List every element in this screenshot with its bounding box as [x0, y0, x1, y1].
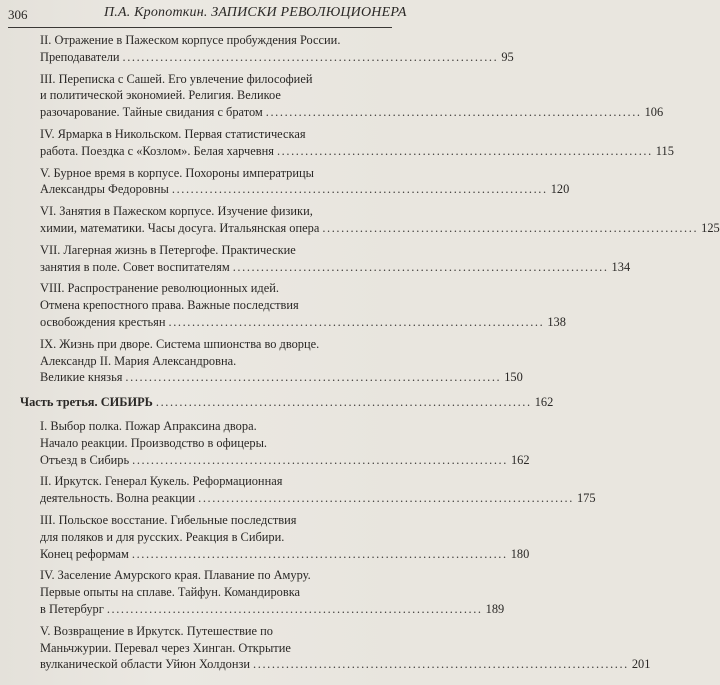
toc-entry-title-end: освобождения крестьян	[40, 314, 166, 329]
toc-entry-last-line	[40, 49, 514, 66]
dot-leader: ................................................................................	[125, 370, 502, 385]
toc-entry-title-end: в Петербург	[40, 601, 104, 616]
dot-leader: ................................................................................	[253, 657, 629, 672]
toc-entry-line: и политической экономией. Религия. Великое	[40, 88, 281, 103]
page-number: 306	[8, 7, 28, 22]
toc-entry-title-end: разочарование. Тайные свидания с братом	[40, 105, 263, 120]
toc-page-number: 201	[631, 657, 651, 672]
toc-entry	[0, 242, 631, 276]
toc-entry	[0, 165, 570, 199]
toc-entry-line: Александр II. Мария Александровна.	[40, 353, 237, 368]
header-divider	[8, 27, 392, 28]
toc-entry	[0, 418, 530, 468]
toc-entry	[0, 32, 514, 66]
dot-leader: ................................................................................	[122, 49, 499, 64]
toc-entry-line: V. Возвращение в Иркутск. Путешествие по	[40, 623, 273, 638]
toc-page-number: 125	[701, 220, 720, 235]
toc-entry-title-end: Александры Федоровны	[40, 182, 169, 197]
toc-entry	[0, 126, 674, 160]
toc-entry-line: VIII. Распространение революционных идей.	[40, 281, 279, 296]
toc-entry-last-line	[20, 394, 554, 411]
toc-entry-title-end: занятия в поле. Совет воспитателям	[40, 259, 230, 274]
dot-leader: ................................................................................	[131, 546, 508, 561]
toc-entry-last-line	[40, 369, 523, 386]
toc-entry-title-end: химии, математики. Часы досуга. Итальянская опера	[40, 220, 320, 235]
toc-entry-line: II. Отражение в Пажеском корпусе пробуждения России.	[40, 33, 341, 47]
table-of-contents	[0, 32, 720, 678]
toc-entry-line: VI. Занятия в Пажеском корпусе. Изучение физики,	[40, 204, 313, 219]
toc-entry-line: Маньчжурии. Перевал через Хинган. Открытие	[40, 640, 291, 655]
toc-entry-line: Отмена крепостного права. Важные последствия	[40, 298, 299, 313]
toc-entry-line: II. Иркутск. Генерал Кукель. Реформационная	[40, 474, 283, 489]
toc-entry-title-end: Отъезд в Сибирь	[40, 452, 130, 467]
toc-page-number: 189	[485, 601, 505, 616]
toc-page-number: 120	[550, 182, 570, 197]
toc-entry-last-line	[40, 259, 631, 276]
toc-entry-last-line	[40, 546, 530, 563]
toc-page-number: 162	[510, 452, 530, 467]
toc-entry	[0, 473, 596, 507]
toc-entry	[0, 336, 523, 386]
dot-leader: ................................................................................	[276, 143, 653, 158]
toc-page-number: 134	[611, 259, 631, 274]
toc-entry	[0, 623, 651, 673]
toc-entry-last-line	[40, 143, 674, 160]
toc-entry-last-line	[40, 104, 664, 121]
toc-entry-line: I. Выбор полка. Пожар Апраксина двора.	[40, 418, 257, 433]
toc-page-number: 95	[501, 49, 514, 64]
toc-entry	[0, 203, 720, 237]
dot-leader: ................................................................................	[198, 491, 574, 506]
toc-entry-line: III. Переписка с Сашей. Его увлечение философией	[40, 71, 313, 86]
toc-entry-line: IV. Ярмарка в Никольском. Первая статистическая	[40, 126, 306, 141]
page-header	[0, 0, 407, 26]
toc-entry-title-end: вулканической области Уйюн Холдонзи	[40, 657, 251, 672]
toc-entry	[0, 71, 664, 121]
toc-entry-last-line	[40, 601, 505, 618]
toc-entry-last-line	[40, 220, 720, 237]
toc-page-number: 106	[644, 105, 664, 120]
toc-entry-title-end: работа. Поездка с «Козлом». Белая харчевня	[40, 143, 274, 158]
toc-entry	[0, 567, 505, 617]
toc-entry-line: VII. Лагерная жизнь в Петергофе. Практические	[40, 242, 296, 257]
toc-entry-line: V. Бурное время в корпусе. Похороны императрицы	[40, 165, 314, 180]
toc-entry-last-line	[40, 656, 651, 673]
toc-entry-line: IX. Жизнь при дворе. Система шпионства во дворце.	[40, 336, 320, 351]
toc-entry-last-line	[40, 181, 570, 198]
dot-leader: ................................................................................	[265, 105, 642, 120]
toc-page-number: 175	[576, 491, 596, 506]
toc-entry-last-line	[40, 452, 530, 469]
toc-entry	[0, 512, 530, 562]
toc-entry-line: IV. Заселение Амурского края. Плавание по Амуру.	[40, 568, 311, 583]
toc-entry-last-line	[40, 490, 596, 507]
toc-page-number: 138	[547, 314, 566, 329]
toc-page-number: 162	[534, 395, 554, 410]
dot-leader: ................................................................................	[132, 452, 508, 467]
toc-entry-line: для поляков и для русских. Реакция в Сибири.	[40, 529, 285, 544]
toc-page-number: 115	[655, 143, 674, 158]
toc-page-number: 180	[510, 546, 530, 561]
dot-leader: ................................................................................	[106, 601, 483, 616]
toc-entry-title-end: деятельность. Волна реакции	[40, 491, 196, 506]
dot-leader: ................................................................................	[168, 314, 545, 329]
toc-entry-title-end: Часть третья. СИБИРЬ	[20, 395, 153, 410]
toc-entry-title-end: Конец реформам	[40, 546, 129, 561]
dot-leader: ................................................................................	[232, 259, 609, 274]
dot-leader: ................................................................................	[322, 220, 699, 235]
toc-page-number: 150	[504, 370, 523, 385]
running-title: П.А. Кропоткин. ЗАПИСКИ РЕВОЛЮЦИОНЕРА	[104, 5, 407, 20]
dot-leader: ................................................................................	[155, 395, 532, 410]
toc-part-heading	[0, 394, 554, 411]
toc-entry-title-end: Преподаватели	[40, 49, 120, 64]
toc-entry	[0, 280, 566, 330]
toc-entry-line: Начало реакции. Производство в офицеры.	[40, 435, 268, 450]
toc-entry-line: III. Польское восстание. Гибельные последствия	[40, 512, 297, 527]
toc-entry-title-end: Великие князья	[40, 370, 123, 385]
dot-leader: ................................................................................	[171, 182, 548, 197]
toc-entry-line: Первые опыты на сплаве. Тайфун. Командировка	[40, 585, 301, 600]
toc-entry-last-line	[40, 314, 566, 331]
